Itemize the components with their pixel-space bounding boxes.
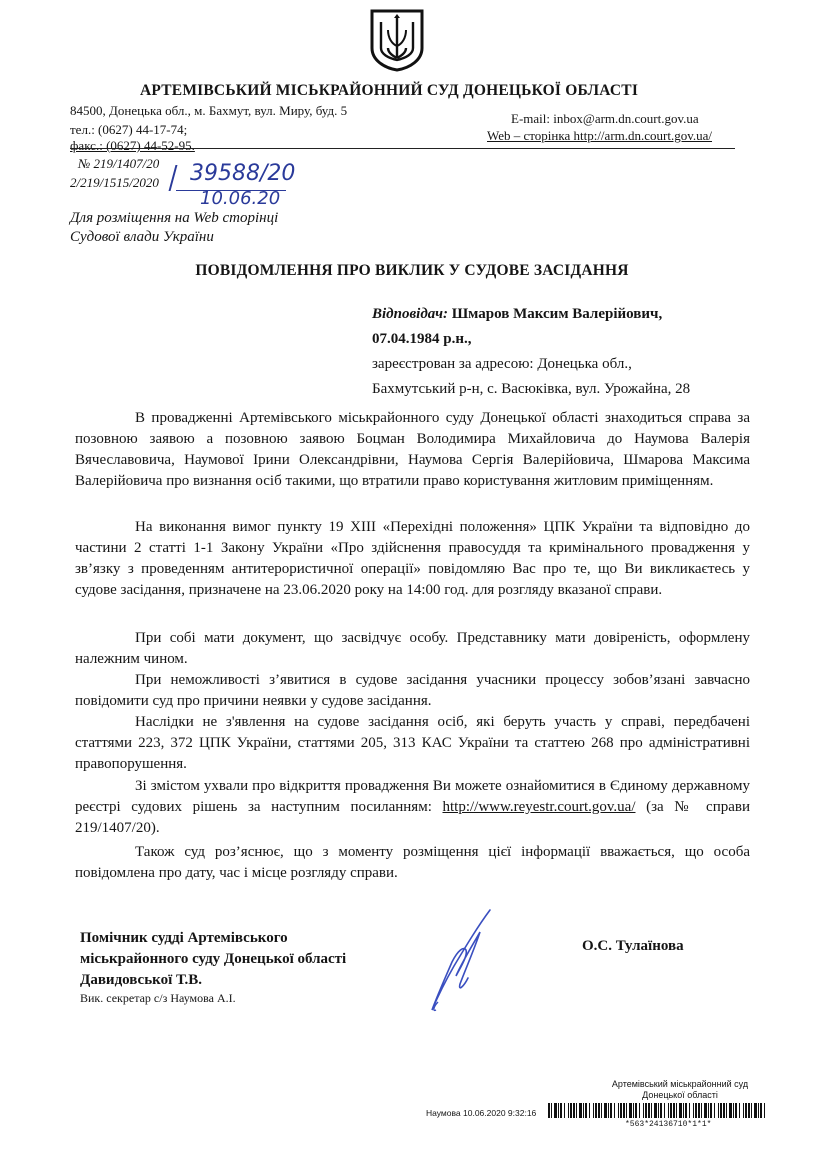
paragraph-6-text: Зі змістом ухвали про відкриття провадження Ви можете ознайомитися в Єдиному державному реєстрі судових рішень за наступним посиланням: [75,778,750,815]
paragraph-5: Наслідки не з'явлення на судове засідання осіб, які беруть участь у справі, передбачені статтями 223, 372 ЦПК України, статтями 205, 313 КАС України та статтею 268 про адміністративні правопорушення. [75,714,750,772]
footer-court-name: Артемівський міськрайонний суд Донецької області [611,1079,749,1100]
registry-link[interactable]: http://www.reyestr.court.gov.ua/ [442,799,636,815]
barcode-icon [548,1103,768,1118]
paragraph-3: При собі мати документ, що засвідчує особу. Представнику мати довіреність, оформлену належним чином. [75,630,750,667]
footer-meta: Наумова 10.06.2020 9:32:16 [426,1108,537,1118]
secretary-note: Вик. секретар с/з Наумова А.І. [80,991,236,1005]
addressee-birth: 07.04.1984 р.н., [372,331,472,347]
header-divider [70,148,735,149]
signature-block [80,928,346,1005]
coat-of-arms-icon [366,8,428,72]
addressee-block [372,302,772,402]
paragraph-2: На виконання вимог пункту 19 XIII «Перехідні положення» ЦПК України та відповідно до частини 2 статті 1-1 Закону України «Про здійснення правосуддя та кримінального провадження у зв’язку з проведенням антитерористичної операції» повідомляю Вас про те, що Ви викликаєтесь у судове засідання, призначене на 23.06.2020 року на 14:00 год. для розгляду вказаної справи. [75,519,750,598]
handwritten-signature-icon [408,906,508,1016]
addressee-address-line2: Бахмутський р-н, с. Васюківка, вул. Урожайна, 28 [372,381,691,397]
handwritten-registration-number: 39588/20 [190,161,296,186]
proceeding-number: 2/219/1515/2020 [70,175,159,190]
publish-note-line2: Судової влади України [70,229,214,245]
addressee-name: Шмаров Максим Валерійович, [447,306,663,322]
document-title: ПОВІДОМЛЕННЯ ПРО ВИКЛИК У СУДОВЕ ЗАСІДАННЯ [195,262,629,279]
paragraph-4: При неможливості з’явитися в судове засідання учасники процессу зобов’язані завчасно повідомити суд про причини неявки у судове засідання. [75,672,750,709]
handwritten-registration-date: 10.06.20 [200,188,281,209]
assistant-title-line1: Помічник судді Артемівського [80,930,288,946]
court-phone: тел.: (0627) 44-17-74; [70,122,188,137]
paragraph-7: Також суд роз’яснює, що з моменту розміщення цієї інформації вважається, що особа повідомлена про дату, час і місце розгляду справи. [75,844,750,881]
assistant-title-line3: Давидовської Т.В. [80,972,203,988]
signer-name: О.С. Тулаїнова [582,938,684,954]
handwritten-stroke [169,165,178,191]
addressee-role: Відповідач: [372,306,448,322]
assistant-title-line2: міськрайонного суду Донецької області [80,951,347,967]
court-web: Web – сторінка http://arm.dn.court.gov.ua/ [487,128,713,143]
publish-note-line1: Для розміщення на Web сторінці [70,210,279,226]
paragraph-1: В провадженні Артемівського міськрайонного суду Донецької області знаходиться справа за позовною заявою а позовною заявою Боцман Володимира Михайловича до Наумова Валерія Вячеславовича, Наумової Ірини Олександрівни, Наумова Сергія Валерійовича, Шмарова Максима Валерійовича про визнання осіб такими, що втратили право користування житловим приміщенням. [75,410,750,489]
court-name: АРТЕМІВСЬКИЙ МІСЬКРАЙОННИЙ СУД ДОНЕЦЬКОЇ ОБЛАСТІ [140,82,639,99]
handwritten-underline [176,190,286,191]
court-address: 84500, Донецька обл., м. Бахмут, вул. Миру, буд. 5 [70,103,348,118]
case-number: № 219/1407/20 [78,156,160,171]
paragraph-6-tail: (за № справи 219/1407/20). [75,799,750,836]
addressee-address-line1: зареєстрован за адресою: Донецька обл., [372,356,632,372]
court-email: E-mail: inbox@arm.dn.court.gov.ua [511,111,699,126]
barcode-text: *563*24136710*1*1* [625,1120,712,1129]
paragraph-6 [75,776,750,839]
court-fax: факс.: (0627) 44-52-95. [70,138,195,153]
